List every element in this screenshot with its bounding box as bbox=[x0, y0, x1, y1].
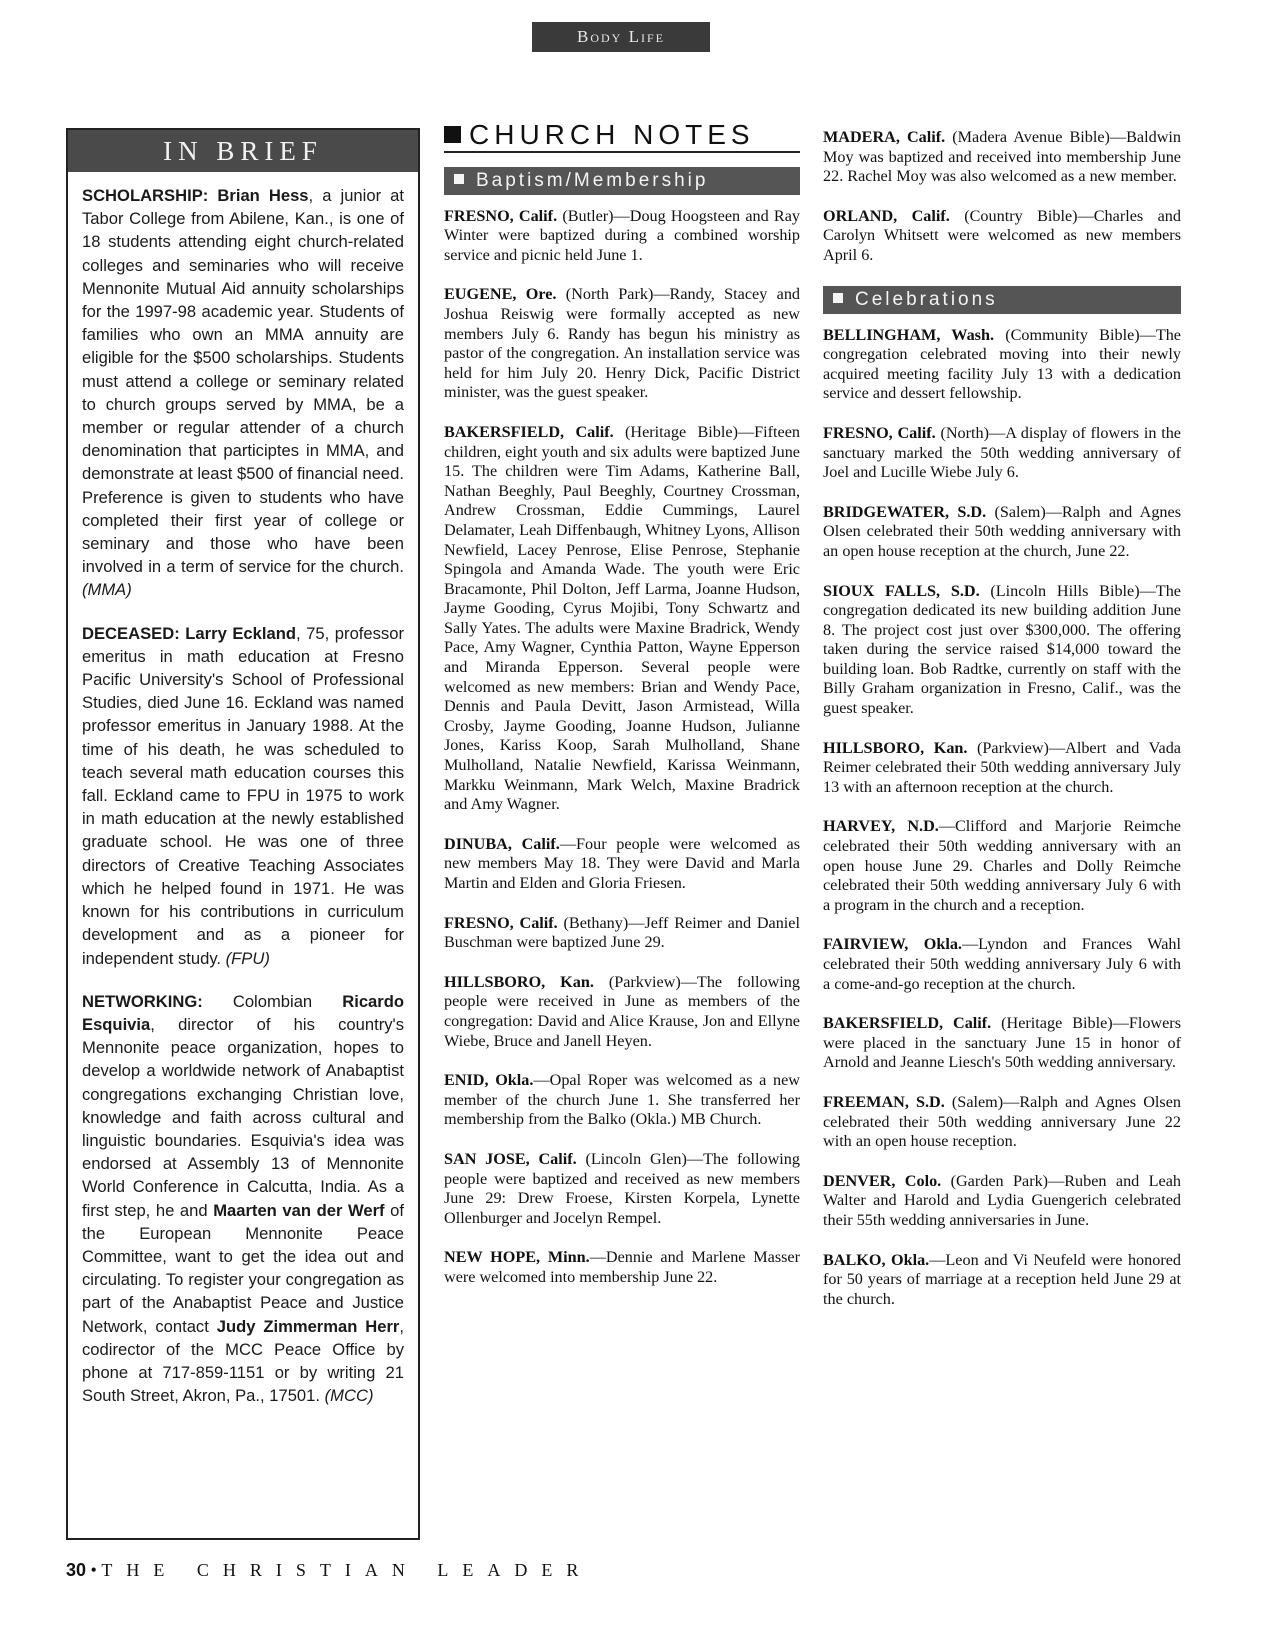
square-bullet-icon bbox=[454, 174, 464, 184]
note-entry bbox=[823, 1251, 1181, 1310]
brief-label: DECEASED: bbox=[82, 623, 180, 643]
brief-text: , 75, professor emeritus in math education at Fresno Pacific University's School of Professional Studies, died June 16. Eckland was named professor emeritus in January 1988. At the time of his death, he was scheduled to teach several math education courses this fall. Eckland came to FPU in 1975 to work in math education at the newly established graduate school. He was one of three directors of Creative Teaching Associates which he helped found in 1971. He was known for his contributions in curriculum development and as a pioneer for independent study. bbox=[82, 623, 404, 968]
entry-place: ENID, Okla. bbox=[444, 1071, 534, 1090]
brief-name: Ricardo Esquivia bbox=[82, 991, 404, 1034]
entry-place: SAN JOSE, Calif. bbox=[444, 1149, 577, 1168]
brief-name: Brian Hess bbox=[217, 186, 309, 205]
entry-place: HILLSBORO, Kan. bbox=[444, 972, 594, 991]
celebrations-heading bbox=[823, 286, 1181, 314]
entry-text: (Salem)—Ralph and Agnes Olsen celebrated their 50th wedding anniversary June 22 with an open house reception. bbox=[823, 1092, 1181, 1151]
entry-place: FRESNO, Calif. bbox=[444, 913, 558, 932]
note-entry bbox=[444, 914, 800, 953]
page-footer bbox=[66, 1560, 592, 1581]
brief-name: Maarten van der Werf bbox=[213, 1200, 385, 1220]
brief-item-networking bbox=[82, 990, 404, 1408]
brief-source: (MCC) bbox=[324, 1386, 374, 1406]
entry-place: BELLINGHAM, Wash. bbox=[823, 325, 995, 344]
note-entry bbox=[823, 1172, 1181, 1231]
entry-place: EUGENE, Ore. bbox=[444, 285, 557, 304]
entry-text: —Four people were welcomed as new members May 18. They were David and Marla Martin and Elden and Gloria Friesen. bbox=[444, 834, 800, 892]
entry-place: MADERA, Calif. bbox=[823, 128, 946, 146]
heading-text: Baptism/Membership bbox=[476, 169, 709, 191]
brief-text: of the European Mennonite Peace Committee, want to get the idea out and circulating. To register your congregation as part of the Anabaptist Peace and Justice Network, contact bbox=[82, 1200, 404, 1336]
note-entry bbox=[444, 973, 800, 1051]
entry-text: (North)—A display of flowers in the sanctuary marked the 50th wedding anniversary of Joel and Lucille Wiebe July 6. bbox=[823, 423, 1181, 482]
entry-place: FRESNO, Calif. bbox=[823, 423, 936, 442]
entry-text: (Heritage Bible)—Flowers were placed in the sanctuary June 15 in honor of Arnold and Jeanne Liesch's 50th wedding anniversary. bbox=[823, 1014, 1181, 1072]
note-entry bbox=[444, 285, 800, 403]
entry-place: ORLAND, Calif. bbox=[823, 206, 950, 225]
brief-source: (MMA) bbox=[82, 580, 132, 600]
in-brief-sidebar bbox=[66, 128, 420, 1540]
entry-text: (Lincoln Hills Bible)—The congregation dedicated its new building addition June 8. The project cost just over $300,000. The offering taken during the service raised $14,000 toward the building loan. Bob Radtke, currently on staff with the Billy Graham organization in Fresno, Calif., was the guest speaker. bbox=[823, 581, 1181, 718]
entry-text: (Country Bible)—Charles and Carolyn Whitsett were welcomed as new members April 6. bbox=[823, 206, 1181, 264]
entry-text: (Garden Park)—Ruben and Leah Walter and Harold and Lydia Guengerich celebrated their 55th wedding anniversaries in June. bbox=[823, 1171, 1182, 1229]
footer-bullet: • bbox=[90, 1560, 97, 1580]
entry-place: DINUBA, Calif. bbox=[444, 834, 560, 853]
entry-place: HILLSBORO, Kan. bbox=[823, 738, 968, 757]
note-entry bbox=[823, 326, 1181, 404]
square-bullet-icon bbox=[444, 126, 461, 143]
brief-name: Judy Zimmerman Herr bbox=[216, 1316, 400, 1336]
brief-text: , a junior at Tabor College from Abilene, Kan., is one of 18 students attending eight church-related colleges and seminaries who will receive Mennonite Mutual Aid annuity scholarships for the 1997-98 academic year. Students of families who own an MMA annuity are eligible for the $500 scholarships. Students must attend a college or seminary related to church groups served by MMA, be a member or regular attender of a church denomination that participtes in MMA, and demonstrate at least $500 of financial need. Preference is given to students who have completed their first year of college or seminary and those who have been involved in a term of service for the church. bbox=[82, 186, 404, 577]
brief-source: (FPU) bbox=[225, 948, 270, 968]
entry-place: BAKERSFIELD, Calif. bbox=[444, 422, 614, 441]
entry-text: (Community Bible)—The congregation celebrated moving into their newly acquired meeting facility July 13 with a dedication service and dessert fellowship. bbox=[823, 325, 1181, 403]
church-notes-title-text: CHURCH NOTES bbox=[469, 119, 755, 150]
note-entry bbox=[823, 582, 1181, 719]
entry-place: FREEMAN, S.D. bbox=[823, 1092, 945, 1111]
entry-place: HARVEY, N.D. bbox=[823, 817, 939, 836]
note-entry bbox=[823, 1093, 1181, 1152]
church-notes-column-1 bbox=[444, 119, 801, 1308]
entry-text: (Madera Avenue Bible)—Baldwin Moy was baptized and received into membership June 22. Rachel Moy was also welcomed as a new member. bbox=[823, 128, 1181, 186]
page-number: 30 bbox=[66, 1560, 87, 1580]
brief-item-deceased bbox=[82, 622, 404, 970]
brief-item-scholarship bbox=[82, 184, 404, 602]
note-entry bbox=[823, 935, 1181, 994]
section-header-tab: Body Life bbox=[532, 22, 710, 52]
entry-text: (Parkview)—Albert and Vada Reimer celebrated their 50th wedding anniversary July 13 with an afternoon reception at the church. bbox=[823, 738, 1181, 796]
note-entry bbox=[444, 1071, 800, 1130]
brief-text: , director of his country's Mennonite peace organization, hopes to develop a worldwide network of Anabaptist congregations exchanging Christian love, knowledge and faith across cultural and linguistic boundaries. Esquivia's idea was endorsed at Assembly 13 of Mennonite World Conference in Calcutta, India. As a first step, he and bbox=[82, 1014, 404, 1220]
brief-label: NETWORKING: bbox=[82, 991, 203, 1011]
in-brief-body bbox=[68, 172, 418, 1407]
note-entry bbox=[823, 424, 1181, 483]
note-entry bbox=[823, 1014, 1181, 1073]
note-entry bbox=[823, 207, 1181, 266]
brief-text: Colombian bbox=[202, 991, 343, 1011]
church-notes-title bbox=[444, 119, 800, 153]
entry-text: —Lyndon and Frances Wahl celebrated their 50th wedding anniversary July 6 with a come-and-go reception at the church. bbox=[823, 935, 1182, 993]
church-notes-column-2 bbox=[823, 128, 1181, 1329]
entry-text: (Salem)—Ralph and Agnes Olsen celebrated their 50th wedding anniversary with an open house reception at the church, June 22. bbox=[823, 502, 1181, 560]
brief-name: Larry Eckland bbox=[185, 623, 297, 643]
entry-text: —Clifford and Marjorie Reimche celebrated their 50th wedding anniversary with an open house June 29. Charles and Dolly Reimche celebrated their 50th wedding anniversary July 6 with a program in the church and a reception. bbox=[823, 817, 1181, 914]
entry-text: —Leon and Vi Neufeld were honored for 50 years of marriage at a reception held June 29 at the church. bbox=[823, 1250, 1182, 1308]
entry-text: (Butler)—Doug Hoogsteen and Ray Winter were baptized during a combined worship service and picnic held June 1. bbox=[444, 206, 800, 264]
entry-place: BRIDGEWATER, S.D. bbox=[823, 502, 987, 521]
brief-text: , codirector of the MCC Peace Office by phone at 717-859-1151 or by writing 21 South Street, Akron, Pa., 17501. bbox=[82, 1316, 404, 1406]
entry-place: FRESNO, Calif. bbox=[444, 206, 558, 225]
note-entry bbox=[444, 835, 800, 894]
square-bullet-icon bbox=[833, 293, 843, 303]
note-entry bbox=[823, 817, 1181, 915]
entry-place: SIOUX FALLS, S.D. bbox=[823, 581, 980, 600]
entry-place: NEW HOPE, Minn. bbox=[444, 1248, 590, 1267]
entry-place: BALKO, Okla. bbox=[823, 1250, 930, 1269]
note-entry bbox=[444, 207, 800, 266]
entry-text: (Heritage Bible)—Fifteen children, eight youth and six adults were baptized June 15. The children were Tim Adams, Katherine Ball, Nathan Beeghly, Paul Beeghly, Courtney Crossman, Andrew Crossman, Eddie Cummings, Laurel Delamater, Leah Diffenbaugh, Whitney Lyons, Allison Newfield, Lacey Penrose, Elise Penrose, Stephanie Spingola and Amanda Wade. The youth were Eric Bracamonte, Phil Dolton, Jeff Larma, Joanne Hudson, Jayme Gooding, Cyrus Mojibi, Tony Schwartz and Sally Yates. The adults were Maxine Bradrick, Wendy Pace, Amy Wagner, Cynthia Patton, Wayne Epperson and Miranda Epperson. Several people were welcomed as new members: Brian and Wendy Pace, Dennis and Paula Devitt, Jason Armistead, Willa Crosby, Jayme Gooding, Joanne Hudson, Julianne Jones, Kariss Koop, Sarah Mulholland, Shane Mulholland, Natalie Newfield, Karissa Weinmann, Markku Weinmann, Mark Welch, Maxine Bradrick and Amy Wagner. bbox=[444, 422, 800, 814]
brief-label: SCHOLARSHIP: bbox=[82, 186, 209, 205]
note-entry bbox=[444, 1150, 800, 1228]
note-entry bbox=[823, 739, 1181, 798]
note-entry bbox=[444, 423, 800, 815]
entry-place: FAIRVIEW, Okla. bbox=[823, 935, 962, 954]
entry-text: (Parkview)—The following people were received in June as members of the congregation: David and Alice Krause, Jon and Ellyne Wiebe, Bruce and Janell Heyen. bbox=[444, 972, 800, 1050]
entry-text: —Dennie and Marlene Masser were welcomed into membership June 22. bbox=[444, 1248, 800, 1286]
entry-text: (Lincoln Glen)—The following people were baptized and received as new members June 29: Drew Froese, Kirsten Korpela, Lynette Ollenburger and Jocelyn Rempel. bbox=[444, 1149, 800, 1227]
in-brief-title: IN BRIEF bbox=[68, 130, 418, 172]
publication-name: THE CHRISTIAN LEADER bbox=[101, 1560, 593, 1580]
note-entry bbox=[823, 128, 1181, 187]
entry-text: (Bethany)—Jeff Reimer and Daniel Buschman were baptized June 29. bbox=[444, 913, 800, 952]
heading-text: Celebrations bbox=[855, 288, 998, 310]
entry-place: DENVER, Colo. bbox=[823, 1171, 942, 1190]
note-entry bbox=[444, 1248, 800, 1287]
baptism-membership-heading bbox=[444, 167, 800, 195]
note-entry bbox=[823, 503, 1181, 562]
entry-text: —Opal Roper was welcomed as a new member of the church June 1. She transferred her membership from the Balko (Okla.) MB Church. bbox=[444, 1071, 801, 1129]
entry-text: (North Park)—Randy, Stacey and Joshua Reiswig were formally accepted as new members July 6. Randy has begun his ministry as pastor of the congregation. An installation service was held for him July 20. Henry Dick, Pacific District minister, was the guest speaker. bbox=[444, 285, 801, 402]
entry-place: BAKERSFIELD, Calif. bbox=[823, 1014, 992, 1033]
